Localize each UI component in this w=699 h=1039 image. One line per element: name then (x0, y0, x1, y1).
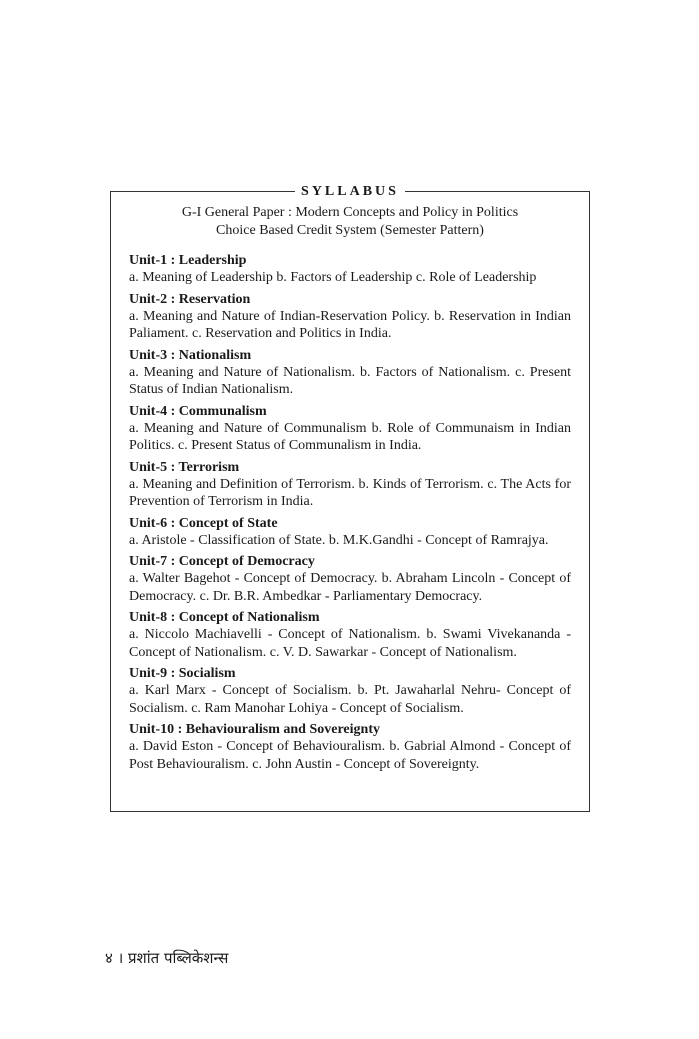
unit-heading: Unit-8 : Concept of Nationalism (129, 610, 320, 625)
unit-text: a. Meaning and Nature of Indian-Reservation Policy. b. Reservation in Indian Paliament. c. Reservation and Politics in India. (129, 308, 571, 341)
unit-text: a. Karl Marx - Concept of Socialism. b. Pt. Jawaharlal Nehru- Concept of Socialism. c. Ram Manohar Lohiya - Concept of Socialism. (129, 683, 571, 716)
unit-2 (129, 291, 571, 343)
unit-heading: Unit-3 : Nationalism (129, 347, 252, 363)
unit-heading: Unit-6 : Concept of State (129, 515, 278, 531)
syllabus-subtitles (111, 204, 589, 240)
paper-title: G-I General Paper : Modern Concepts and Policy in Politics (181, 205, 519, 220)
unit-list (129, 252, 571, 777)
unit-10 (129, 721, 571, 773)
unit-heading: Unit-5 : Terrorism (129, 459, 240, 475)
unit-heading: Unit-4 : Communalism (129, 403, 267, 419)
unit-heading: Unit-9 : Socialism (129, 666, 236, 681)
unit-heading: Unit-2 : Reservation (129, 291, 251, 307)
unit-3 (129, 347, 571, 399)
unit-text: a. David Eston - Concept of Behaviouralism. b. Gabrial Almond - Concept of Post Behaviouralism. c. John Austin - Concept of Sovereignty. (129, 739, 571, 772)
unit-heading: Unit-1 : Leadership (129, 253, 247, 268)
unit-1 (129, 252, 571, 287)
syllabus-title: SYLLABUS (295, 184, 405, 199)
unit-text: a. Meaning and Nature of Nationalism. b. Factors of Nationalism. c. Present Status of Indian Nationalism. (129, 364, 571, 397)
unit-text: a. Meaning and Nature of Communalism b. Role of Communaism in Indian Politics. c. Present Status of Communalism in India. (129, 420, 571, 453)
credit-system: Choice Based Credit System (Semester Pattern) (216, 223, 484, 238)
unit-text: a. Aristole - Classification of State. b. M.K.Gandhi - Concept of Ramrajya. (129, 532, 549, 548)
unit-7 (129, 553, 571, 605)
unit-heading: Unit-10 : Behaviouralism and Sovereignty (129, 722, 380, 737)
unit-text: a. Meaning and Definition of Terrorism. b. Kinds of Terrorism. c. The Acts for Prevention of Terrorism in India. (129, 476, 571, 509)
page-footer: ४ । प्रशांत पब्लिकेशन्स (105, 949, 229, 967)
unit-9 (129, 665, 571, 717)
unit-6 (129, 515, 571, 550)
unit-5 (129, 459, 571, 511)
unit-text: a. Niccolo Machiavelli - Concept of Nationalism. b. Swami Vivekananda - Concept of Nationalism. c. V. D. Sawarkar - Concept of Nationalism. (129, 627, 571, 660)
unit-4 (129, 403, 571, 455)
unit-text: a. Walter Bagehot - Concept of Democracy. b. Abraham Lincoln - Concept of Democracy. c. Dr. B.R. Ambedkar - Parliamentary Democracy. (129, 571, 571, 604)
syllabus-title-wrap (111, 182, 589, 201)
syllabus-box (110, 184, 590, 812)
unit-text: a. Meaning of Leadership b. Factors of Leadership c. Role of Leadership (129, 270, 537, 285)
unit-heading: Unit-7 : Concept of Democracy (129, 554, 315, 569)
unit-8 (129, 609, 571, 661)
